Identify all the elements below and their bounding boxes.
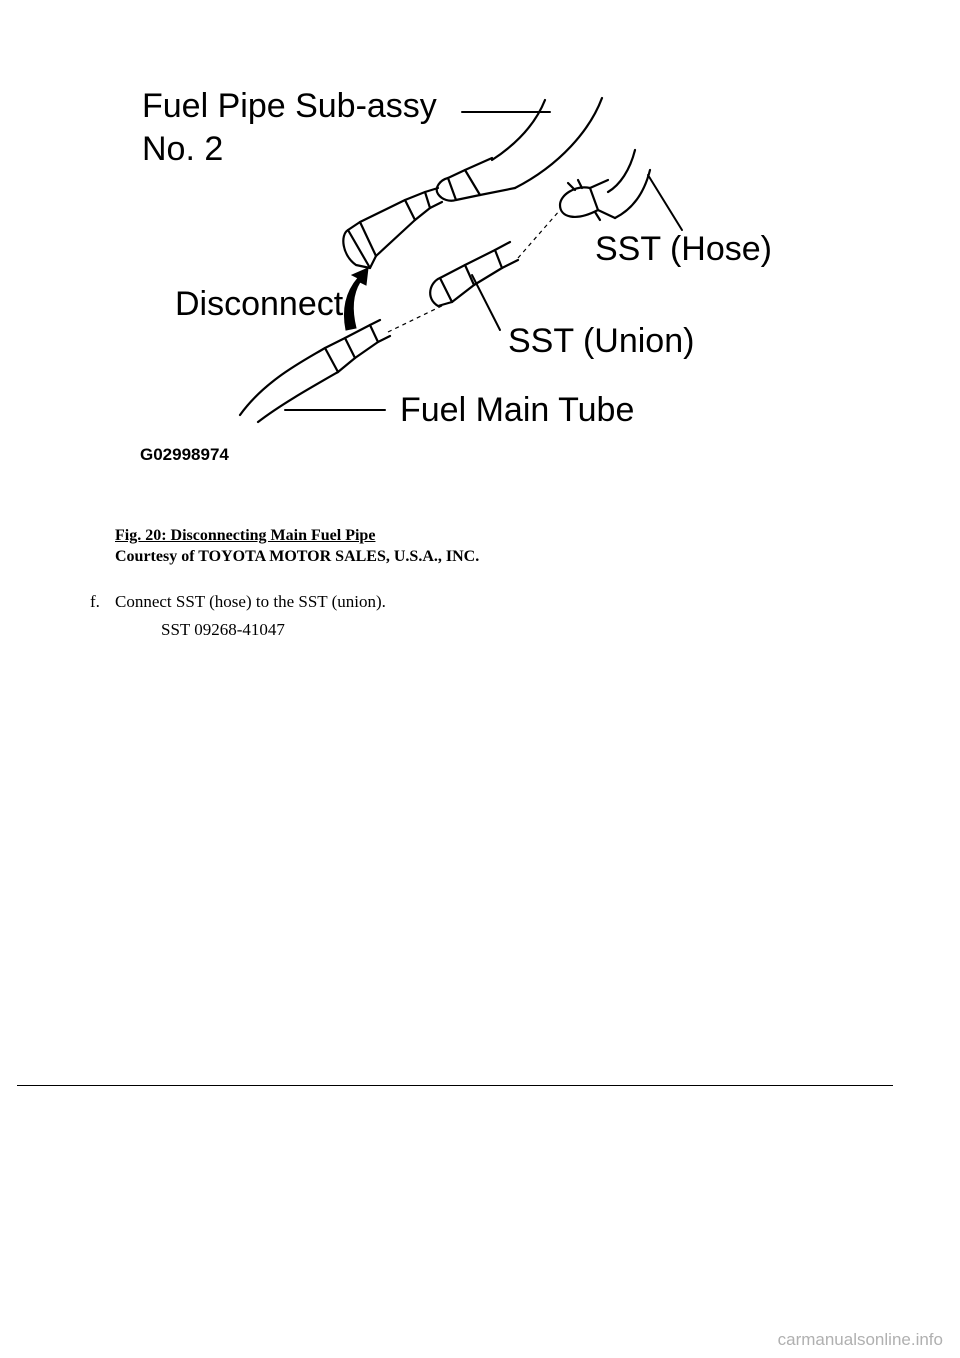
label-fuel-pipe-line1: Fuel Pipe Sub-assy: [142, 87, 437, 125]
sst-hose-outline-bottom: [615, 170, 650, 218]
label-fuel-main-tube: Fuel Main Tube: [400, 391, 635, 429]
label-disconnect: Disconnect: [175, 285, 344, 323]
watermark: carmanualsonline.info: [777, 1330, 943, 1349]
fuel-main-tube-outline-bottom: [258, 372, 338, 422]
fuel-main-tube-nut: [325, 338, 355, 372]
figure-caption-credit: Courtesy of TOYOTA MOTOR SALES, U.S.A., INC.: [115, 548, 480, 565]
step-text: Connect SST (hose) to the SST (union).: [115, 592, 386, 611]
label-fuel-pipe-line2: No. 2: [142, 130, 224, 168]
disconnect-arrow-icon: [345, 268, 369, 330]
fuel-pipe-outline-top: [492, 100, 545, 160]
fuel-pipe-illustration: [120, 70, 800, 470]
figure-code: G02998974: [140, 445, 229, 464]
step-marker: f.: [90, 592, 100, 611]
fuel-pipe-diagram: [120, 70, 800, 470]
label-sst-union: SST (Union): [508, 322, 695, 360]
sst-hose-outline-top: [608, 150, 635, 192]
fuel-pipe-nut: [360, 200, 415, 256]
label-sst-hose: SST (Hose): [595, 230, 772, 268]
special-service-tool-number: SST 09268-41047: [161, 620, 285, 639]
instruction-step: [90, 592, 386, 612]
sst-union-nut: [440, 265, 474, 302]
figure-caption-title: Fig. 20: Disconnecting Main Fuel Pipe: [115, 527, 376, 544]
footer-divider: [17, 1085, 893, 1086]
